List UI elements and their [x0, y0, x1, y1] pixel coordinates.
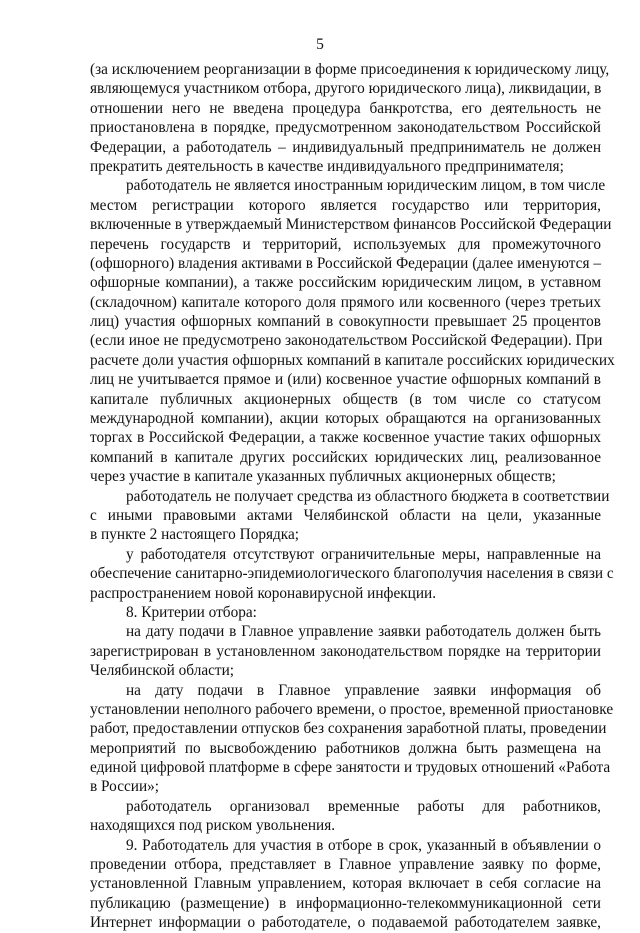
page-number: 5: [316, 36, 324, 53]
text-line: являющемуся участником отбора, другого юридического лица), ликвидации, в: [90, 80, 602, 98]
text-line: через участие в капитале указанных публичных акционерных обществ;: [90, 468, 556, 486]
text-line: установленной Главным управлением, которая включает в себя согласие на: [90, 875, 601, 893]
text-line: 8. Критерии отбора:: [126, 603, 257, 621]
paragraph-p8: [90, 797, 601, 836]
text-line: мероприятий по высвобождению работников должна быть размещена на: [90, 739, 601, 757]
text-line: распространением новой коронавирусной инфекции.: [90, 584, 437, 602]
text-line: единой цифровой платформе в сфере занятости и трудовых отношений «Работа: [90, 759, 611, 777]
text-line: проведении отбора, представляет в Главное управление заявку по форме,: [90, 856, 601, 874]
text-line: компаний в капитале других российских юридических лиц, реализованное: [90, 448, 601, 466]
text-line: торгах в Российской Федерации, а также косвенное участие таких офшорных: [90, 429, 601, 447]
text-line: (офшорного) владения активами в Российской Федерации (далее именуются –: [90, 254, 601, 272]
text-line: зарегистрирован в установленном законодательством порядке на территории: [90, 642, 601, 660]
text-line: установлении неполного рабочего времени, о простое, временной приостановке: [90, 700, 614, 718]
paragraph-p6: [90, 622, 601, 680]
text-line: (складочном) капитале которого доля прямого или косвенного (через третьих: [90, 293, 601, 311]
text-line: отношении него не введена процедура банкротства, его деятельность не: [90, 99, 601, 117]
text-line: 9. Работодатель для участия в отборе в срок, указанный в объявлении о: [126, 836, 601, 854]
text-line: (если иное не предусмотрено законодательством Российской Федерации). При: [90, 332, 603, 350]
paragraph-p2: [90, 176, 615, 486]
text-line: капитале публичных акционерных обществ (в том числе со статусом: [90, 390, 601, 408]
text-line: Федерации, а работодатель – индивидуальный предприниматель не должен: [90, 138, 601, 156]
paragraph-p1: [90, 60, 610, 176]
text-line: прекратить деятельность в качестве индивидуального предпринимателя;: [90, 157, 564, 175]
text-line: (за исключением реорганизации в форме присоединения к юридическому лицу,: [90, 61, 610, 78]
paragraph-p4: [90, 545, 614, 603]
text-line: публикацию (размещение) в информационно-телекоммуникационной сети: [90, 894, 601, 912]
text-line: обеспечение санитарно-эпидемиологического благополучия населения в связи с: [90, 565, 614, 583]
text-line: Интернет информации о работодателе, о подаваемой работодателем заявке,: [90, 914, 601, 932]
text-line: включенные в утверждаемый Министерством финансов Российской Федерации: [90, 216, 612, 234]
paragraph-p5: [90, 603, 601, 622]
text-line: у работодателя отсутствуют ограничительные меры, направленные на: [126, 545, 601, 563]
text-line: приостановлена в порядке, предусмотренном законодательством Российской: [90, 119, 601, 137]
text-line: перечень государств и территорий, используемых для промежуточного: [90, 235, 601, 253]
text-line: в пункте 2 настоящего Порядка;: [90, 526, 300, 544]
text-line: с иными правовыми актами Челябинской области на цели, указанные: [90, 506, 601, 524]
paragraph-p9: [90, 836, 601, 933]
text-line: работодатель организовал временные работы для работников,: [126, 797, 601, 815]
paragraph-p3: [90, 487, 610, 545]
text-line: работ, предоставлении отпусков без сохранения заработной платы, проведении: [90, 720, 607, 738]
document-body: [90, 60, 615, 933]
text-line: на дату подачи в Главное управление заявки работодатель должен быть: [126, 623, 601, 641]
text-line: лиц) участия офшорных компаний в совокупности превышает 25 процентов: [90, 313, 601, 331]
text-line: офшорные компании), а также российским юридическим лицом, в уставном: [90, 274, 601, 292]
text-line: Челябинской области;: [90, 662, 235, 680]
text-line: расчете доли участия офшорных компаний в капитале российских юридических: [90, 351, 615, 369]
text-line: работодатель не получает средства из областного бюджета в соответствии: [126, 487, 610, 505]
text-line: международной компании), акции которых обращаются на организованных: [90, 410, 601, 428]
paragraph-p7: [90, 681, 614, 797]
text-line: в России»;: [90, 778, 160, 796]
text-line: местом регистрации которого является государство или территория,: [90, 196, 601, 214]
text-line: работодатель не является иностранным юридическим лицом, в том числе: [126, 177, 606, 195]
text-line: на дату подачи в Главное управление заявки информация об: [126, 681, 601, 699]
text-line: лиц не учитывается прямое и (или) косвенное участие офшорных компаний в: [90, 371, 601, 389]
text-line: находящихся под риском увольнения.: [90, 817, 336, 835]
